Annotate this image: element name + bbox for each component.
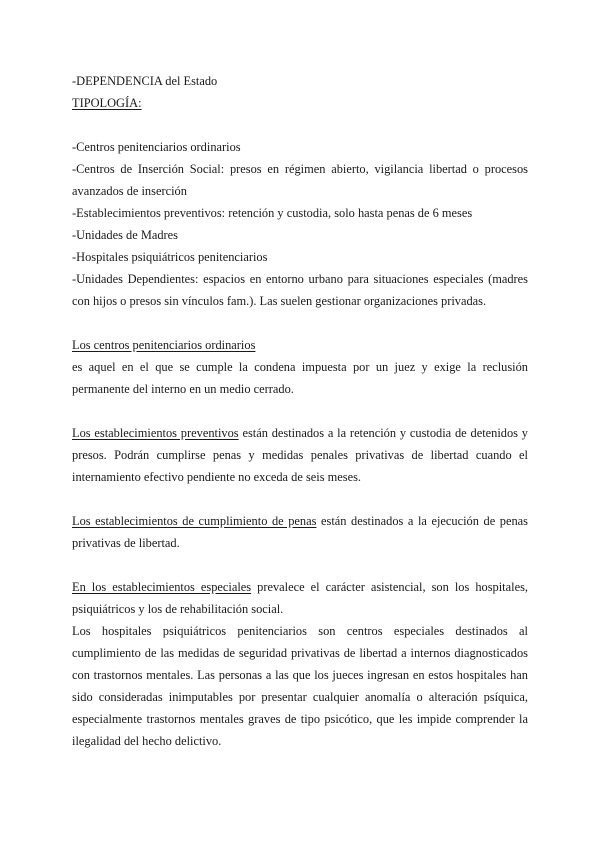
spacer [72, 554, 528, 576]
preventivos-text: están destinados a la retención y custodia de detenidos y presos. Podrán cumplirse penas y medidas penales privativas de libertad cuando el internamiento efectivo pendiente no exceda de seis meses. [72, 426, 528, 484]
tipologia-item: -Hospitales psiquiátricos penitenciarios [72, 250, 268, 264]
spacer [72, 400, 528, 422]
heading: -DEPENDENCIA del Estado [72, 74, 218, 88]
spacer [72, 488, 528, 510]
tipologia-item: -Centros penitenciarios ordinarios [72, 140, 241, 154]
spacer [72, 114, 528, 136]
spacer [72, 312, 528, 334]
especiales-paragraph [72, 576, 528, 620]
especiales-text: prevalece el carácter asistencial, son los hospitales, psiquiátricos y los de rehabilitación social. [72, 580, 528, 616]
tipologia-title: TIPOLOGÍA: [72, 96, 142, 110]
tipologia-item: -Unidades Dependientes: espacios en entorno urbano para situaciones especiales (madres con hijos o presos sin vínculos fam.). Las suelen gestionar organizaciones privadas. [72, 272, 528, 308]
tipologia-item: -Centros de Inserción Social: presos en régimen abierto, vigilancia libertad o procesos avanzados de inserción [72, 162, 528, 198]
tipologia-item: -Establecimientos preventivos: retención y custodia, solo hasta penas de 6 meses [72, 206, 473, 220]
preventivos-paragraph [72, 422, 528, 488]
document-page [72, 70, 528, 752]
ordinarios-title: Los centros penitenciarios ordinarios [72, 338, 256, 352]
preventivos-title: Los establecimientos preventivos [72, 426, 239, 440]
ordinarios-text: es aquel en el que se cumple la condena impuesta por un juez y exige la reclusión permanente del interno en un medio cerrado. [72, 360, 528, 396]
hospitales-paragraph: Los hospitales psiquiátricos penitenciarios son centros especiales destinados al cumplimiento de las medidas de seguridad privativas de libertad a internos diagnosticados con trastornos mentales. Las personas a las que los jueces ingresan en estos hospitales han sido consideradas inimputables por presentar cualquier anomalía o alteración psíquica, especialmente trastornos mentales graves de tipo psicótico, que les impide comprender la ilegalidad del hecho delictivo. [72, 624, 528, 748]
cumplimiento-text: están destinados a la ejecución de penas privativas de libertad. [72, 514, 528, 550]
cumplimiento-paragraph [72, 510, 528, 554]
cumplimiento-title: Los establecimientos de cumplimiento de penas [72, 514, 317, 528]
especiales-title: En los establecimientos especiales [72, 580, 252, 594]
tipologia-item: -Unidades de Madres [72, 228, 178, 242]
